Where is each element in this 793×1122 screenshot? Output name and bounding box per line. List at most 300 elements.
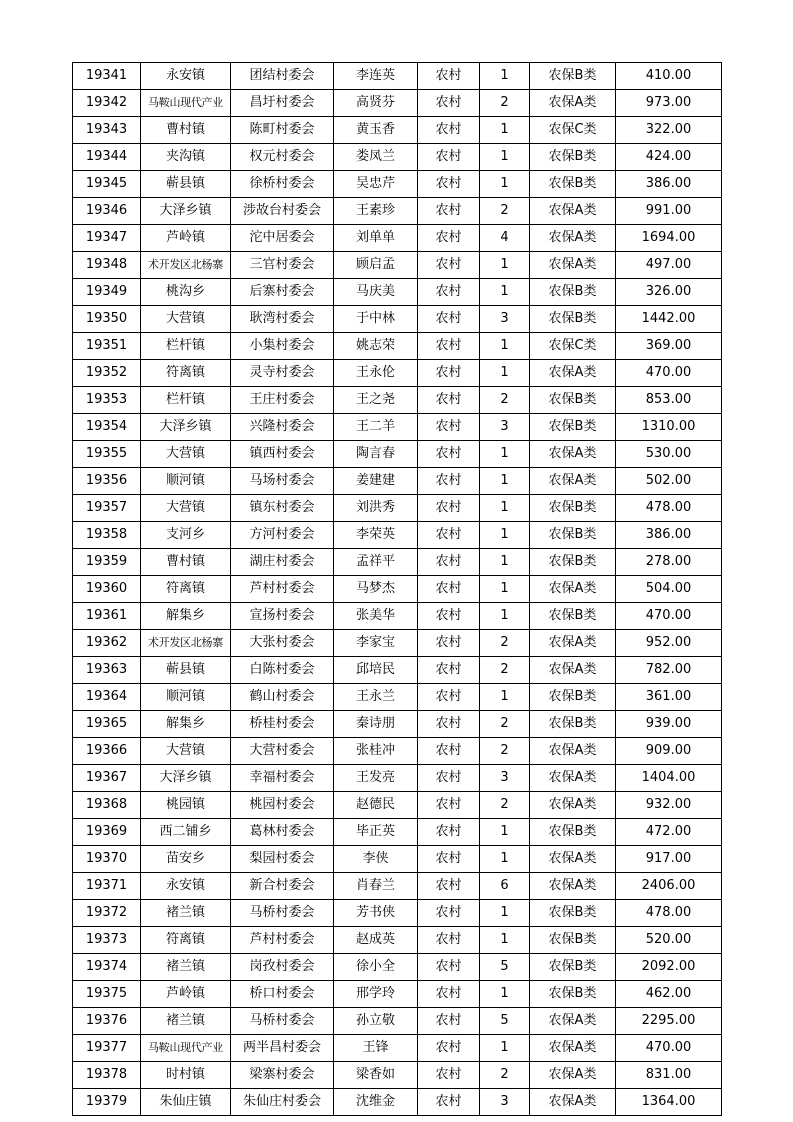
cell-township: 苗安乡 [141, 846, 231, 873]
cell-amount: 424.00 [616, 144, 722, 171]
cell-household-type: 农村 [418, 90, 480, 117]
cell-amount: 1364.00 [616, 1089, 722, 1116]
cell-serial: 19356 [73, 468, 141, 495]
cell-people-count: 3 [480, 306, 530, 333]
cell-category: 农保B类 [530, 549, 616, 576]
cell-village: 岗孜村委会 [231, 954, 334, 981]
cell-household-type: 农村 [418, 252, 480, 279]
cell-category: 农保A类 [530, 1008, 616, 1035]
cell-serial: 19362 [73, 630, 141, 657]
cell-category: 农保B类 [530, 981, 616, 1008]
cell-amount: 2295.00 [616, 1008, 722, 1035]
cell-household-type: 农村 [418, 1089, 480, 1116]
cell-amount: 497.00 [616, 252, 722, 279]
cell-village: 梁寨村委会 [231, 1062, 334, 1089]
cell-amount: 973.00 [616, 90, 722, 117]
cell-township: 大营镇 [141, 306, 231, 333]
cell-amount: 530.00 [616, 441, 722, 468]
cell-township: 时村镇 [141, 1062, 231, 1089]
cell-category: 农保A类 [530, 576, 616, 603]
cell-amount: 278.00 [616, 549, 722, 576]
cell-serial: 19373 [73, 927, 141, 954]
cell-people-count: 3 [480, 1089, 530, 1116]
cell-amount: 361.00 [616, 684, 722, 711]
cell-serial: 19368 [73, 792, 141, 819]
cell-amount: 909.00 [616, 738, 722, 765]
cell-people-count: 1 [480, 144, 530, 171]
cell-serial: 19355 [73, 441, 141, 468]
cell-category: 农保A类 [530, 846, 616, 873]
cell-village: 朱仙庄村委会 [231, 1089, 334, 1116]
table-row [73, 198, 722, 225]
table-row [73, 954, 722, 981]
cell-category: 农保B类 [530, 900, 616, 927]
cell-category: 农保B类 [530, 819, 616, 846]
table-row [73, 576, 722, 603]
cell-amount: 1694.00 [616, 225, 722, 252]
cell-township: 符离镇 [141, 576, 231, 603]
cell-category: 农保B类 [530, 684, 616, 711]
table-row [73, 441, 722, 468]
cell-category: 农保A类 [530, 360, 616, 387]
table-row [73, 603, 722, 630]
cell-amount: 386.00 [616, 171, 722, 198]
cell-township: 褚兰镇 [141, 1008, 231, 1035]
cell-people-count: 1 [480, 441, 530, 468]
cell-amount: 322.00 [616, 117, 722, 144]
cell-people-count: 1 [480, 1035, 530, 1062]
cell-people-count: 4 [480, 225, 530, 252]
cell-amount: 502.00 [616, 468, 722, 495]
cell-person: 李连英 [334, 63, 418, 90]
cell-serial: 19375 [73, 981, 141, 1008]
cell-village: 白陈村委会 [231, 657, 334, 684]
cell-person: 于中林 [334, 306, 418, 333]
cell-household-type: 农村 [418, 387, 480, 414]
cell-household-type: 农村 [418, 657, 480, 684]
table-row [73, 495, 722, 522]
cell-people-count: 5 [480, 954, 530, 981]
cell-people-count: 2 [480, 387, 530, 414]
cell-category: 农保A类 [530, 765, 616, 792]
cell-people-count: 5 [480, 1008, 530, 1035]
cell-people-count: 2 [480, 657, 530, 684]
cell-people-count: 1 [480, 117, 530, 144]
cell-village: 湖庄村委会 [231, 549, 334, 576]
cell-township: 桃沟乡 [141, 279, 231, 306]
cell-category: 农保A类 [530, 468, 616, 495]
cell-amount: 326.00 [616, 279, 722, 306]
cell-serial: 19354 [73, 414, 141, 441]
cell-people-count: 1 [480, 252, 530, 279]
cell-person: 赵德民 [334, 792, 418, 819]
cell-serial: 19350 [73, 306, 141, 333]
table-row [73, 522, 722, 549]
cell-township: 永安镇 [141, 873, 231, 900]
cell-household-type: 农村 [418, 1008, 480, 1035]
cell-category: 农保A类 [530, 90, 616, 117]
table-row [73, 144, 722, 171]
cell-people-count: 3 [480, 414, 530, 441]
cell-village: 徐桥村委会 [231, 171, 334, 198]
table-row [73, 657, 722, 684]
cell-person: 徐小全 [334, 954, 418, 981]
cell-household-type: 农村 [418, 333, 480, 360]
cell-household-type: 农村 [418, 522, 480, 549]
cell-township: 褚兰镇 [141, 954, 231, 981]
cell-amount: 939.00 [616, 711, 722, 738]
cell-serial: 19366 [73, 738, 141, 765]
cell-household-type: 农村 [418, 468, 480, 495]
cell-amount: 470.00 [616, 1035, 722, 1062]
cell-household-type: 农村 [418, 279, 480, 306]
cell-village: 大张村委会 [231, 630, 334, 657]
cell-person: 王永兰 [334, 684, 418, 711]
cell-amount: 917.00 [616, 846, 722, 873]
table-row [73, 225, 722, 252]
cell-category: 农保B类 [530, 144, 616, 171]
cell-household-type: 农村 [418, 981, 480, 1008]
table-row [73, 711, 722, 738]
cell-serial: 19347 [73, 225, 141, 252]
cell-category: 农保A类 [530, 1062, 616, 1089]
cell-people-count: 1 [480, 333, 530, 360]
cell-village: 芦村村委会 [231, 927, 334, 954]
cell-person: 娄凤兰 [334, 144, 418, 171]
cell-person: 王发亮 [334, 765, 418, 792]
cell-village: 葛林村委会 [231, 819, 334, 846]
cell-amount: 470.00 [616, 603, 722, 630]
table-row [73, 549, 722, 576]
cell-person: 王之尧 [334, 387, 418, 414]
cell-category: 农保A类 [530, 1089, 616, 1116]
cell-person: 肖春兰 [334, 873, 418, 900]
cell-township: 芦岭镇 [141, 225, 231, 252]
table-row [73, 900, 722, 927]
cell-person: 孙立敬 [334, 1008, 418, 1035]
cell-people-count: 1 [480, 900, 530, 927]
cell-category: 农保B类 [530, 954, 616, 981]
cell-category: 农保A类 [530, 630, 616, 657]
cell-household-type: 农村 [418, 954, 480, 981]
cell-household-type: 农村 [418, 1062, 480, 1089]
cell-category: 农保B类 [530, 171, 616, 198]
cell-household-type: 农村 [418, 495, 480, 522]
cell-person: 李荣英 [334, 522, 418, 549]
cell-village: 兴隆村委会 [231, 414, 334, 441]
cell-village: 沱中居委会 [231, 225, 334, 252]
table-row [73, 468, 722, 495]
cell-household-type: 农村 [418, 144, 480, 171]
cell-village: 方河村委会 [231, 522, 334, 549]
cell-people-count: 2 [480, 1062, 530, 1089]
cell-person: 王锋 [334, 1035, 418, 1062]
cell-category: 农保B类 [530, 522, 616, 549]
cell-township: 符离镇 [141, 360, 231, 387]
cell-category: 农保A类 [530, 738, 616, 765]
table-row [73, 252, 722, 279]
cell-amount: 2092.00 [616, 954, 722, 981]
cell-person: 王永伦 [334, 360, 418, 387]
cell-person: 孟祥平 [334, 549, 418, 576]
cell-township: 马鞍山现代产业 [141, 90, 231, 117]
cell-village: 桥桂村委会 [231, 711, 334, 738]
cell-serial: 19351 [73, 333, 141, 360]
cell-amount: 991.00 [616, 198, 722, 225]
table-row [73, 792, 722, 819]
cell-category: 农保B类 [530, 306, 616, 333]
cell-category: 农保B类 [530, 603, 616, 630]
cell-serial: 19360 [73, 576, 141, 603]
cell-person: 邢学玲 [334, 981, 418, 1008]
cell-village: 灵寺村委会 [231, 360, 334, 387]
cell-village: 大营村委会 [231, 738, 334, 765]
cell-household-type: 农村 [418, 549, 480, 576]
cell-category: 农保B类 [530, 711, 616, 738]
cell-people-count: 1 [480, 63, 530, 90]
cell-village: 桃园村委会 [231, 792, 334, 819]
cell-serial: 19365 [73, 711, 141, 738]
cell-person: 李侠 [334, 846, 418, 873]
cell-person: 邱培民 [334, 657, 418, 684]
cell-village: 后寨村委会 [231, 279, 334, 306]
cell-household-type: 农村 [418, 1035, 480, 1062]
cell-serial: 19378 [73, 1062, 141, 1089]
cell-amount: 472.00 [616, 819, 722, 846]
cell-people-count: 1 [480, 495, 530, 522]
cell-amount: 478.00 [616, 900, 722, 927]
cell-people-count: 2 [480, 738, 530, 765]
cell-serial: 19371 [73, 873, 141, 900]
cell-people-count: 6 [480, 873, 530, 900]
cell-township: 大营镇 [141, 441, 231, 468]
cell-township: 大泽乡镇 [141, 765, 231, 792]
table-row [73, 414, 722, 441]
cell-township: 永安镇 [141, 63, 231, 90]
cell-serial: 19361 [73, 603, 141, 630]
table-row [73, 1089, 722, 1116]
cell-village: 王庄村委会 [231, 387, 334, 414]
cell-township: 蕲县镇 [141, 657, 231, 684]
cell-category: 农保A类 [530, 225, 616, 252]
cell-people-count: 1 [480, 981, 530, 1008]
cell-category: 农保A类 [530, 1035, 616, 1062]
cell-township: 大营镇 [141, 495, 231, 522]
cell-serial: 19357 [73, 495, 141, 522]
cell-household-type: 农村 [418, 117, 480, 144]
cell-amount: 410.00 [616, 63, 722, 90]
cell-household-type: 农村 [418, 900, 480, 927]
cell-amount: 932.00 [616, 792, 722, 819]
cell-category: 农保B类 [530, 63, 616, 90]
cell-people-count: 2 [480, 792, 530, 819]
table-row [73, 630, 722, 657]
cell-household-type: 农村 [418, 225, 480, 252]
cell-person: 毕正英 [334, 819, 418, 846]
cell-serial: 19364 [73, 684, 141, 711]
table-row [73, 765, 722, 792]
table-row [73, 1062, 722, 1089]
cell-village: 马桥村委会 [231, 900, 334, 927]
cell-township: 大营镇 [141, 738, 231, 765]
cell-person: 吴忠芹 [334, 171, 418, 198]
cell-township: 术开发区北杨寨 [141, 252, 231, 279]
cell-people-count: 1 [480, 846, 530, 873]
cell-amount: 504.00 [616, 576, 722, 603]
cell-amount: 470.00 [616, 360, 722, 387]
cell-amount: 831.00 [616, 1062, 722, 1089]
cell-village: 团结村委会 [231, 63, 334, 90]
cell-person: 刘洪秀 [334, 495, 418, 522]
cell-village: 陈町村委会 [231, 117, 334, 144]
cell-amount: 782.00 [616, 657, 722, 684]
cell-category: 农保A类 [530, 792, 616, 819]
cell-person: 芳书侠 [334, 900, 418, 927]
cell-township: 曹村镇 [141, 549, 231, 576]
cell-category: 农保C类 [530, 117, 616, 144]
cell-people-count: 1 [480, 360, 530, 387]
cell-household-type: 农村 [418, 711, 480, 738]
table-row [73, 333, 722, 360]
cell-person: 黄玉香 [334, 117, 418, 144]
cell-township: 西二铺乡 [141, 819, 231, 846]
cell-village: 梨园村委会 [231, 846, 334, 873]
subsidy-roster-table [72, 62, 722, 1116]
cell-people-count: 3 [480, 765, 530, 792]
table-row [73, 1035, 722, 1062]
cell-village: 马桥村委会 [231, 1008, 334, 1035]
cell-people-count: 2 [480, 630, 530, 657]
cell-household-type: 农村 [418, 63, 480, 90]
cell-village: 桥口村委会 [231, 981, 334, 1008]
cell-category: 农保B类 [530, 927, 616, 954]
cell-township: 大泽乡镇 [141, 414, 231, 441]
cell-township: 大泽乡镇 [141, 198, 231, 225]
cell-person: 李家宝 [334, 630, 418, 657]
cell-township: 曹村镇 [141, 117, 231, 144]
table-body [73, 63, 722, 1116]
table-row [73, 387, 722, 414]
cell-township: 马鞍山现代产业 [141, 1035, 231, 1062]
cell-township: 解集乡 [141, 603, 231, 630]
cell-person: 王素珍 [334, 198, 418, 225]
cell-village: 镇西村委会 [231, 441, 334, 468]
cell-amount: 478.00 [616, 495, 722, 522]
cell-village: 两半昌村委会 [231, 1035, 334, 1062]
cell-amount: 520.00 [616, 927, 722, 954]
cell-serial: 19372 [73, 900, 141, 927]
cell-amount: 369.00 [616, 333, 722, 360]
cell-village: 小集村委会 [231, 333, 334, 360]
cell-person: 顾启孟 [334, 252, 418, 279]
cell-township: 支河乡 [141, 522, 231, 549]
cell-household-type: 农村 [418, 927, 480, 954]
cell-people-count: 1 [480, 279, 530, 306]
table-row [73, 1008, 722, 1035]
cell-serial: 19376 [73, 1008, 141, 1035]
cell-household-type: 农村 [418, 738, 480, 765]
cell-township: 夹沟镇 [141, 144, 231, 171]
cell-serial: 19344 [73, 144, 141, 171]
cell-amount: 1310.00 [616, 414, 722, 441]
cell-person: 陶言春 [334, 441, 418, 468]
cell-serial: 19343 [73, 117, 141, 144]
cell-people-count: 1 [480, 927, 530, 954]
cell-serial: 19363 [73, 657, 141, 684]
cell-category: 农保A类 [530, 441, 616, 468]
cell-household-type: 农村 [418, 684, 480, 711]
cell-household-type: 农村 [418, 441, 480, 468]
cell-township: 桃园镇 [141, 792, 231, 819]
cell-township: 术开发区北杨寨 [141, 630, 231, 657]
cell-serial: 19342 [73, 90, 141, 117]
table-row [73, 846, 722, 873]
cell-village: 幸福村委会 [231, 765, 334, 792]
cell-amount: 1442.00 [616, 306, 722, 333]
cell-village: 权元村委会 [231, 144, 334, 171]
cell-village: 三官村委会 [231, 252, 334, 279]
cell-household-type: 农村 [418, 792, 480, 819]
cell-household-type: 农村 [418, 171, 480, 198]
cell-household-type: 农村 [418, 846, 480, 873]
cell-village: 涉故台村委会 [231, 198, 334, 225]
cell-household-type: 农村 [418, 873, 480, 900]
cell-person: 马庆美 [334, 279, 418, 306]
table-row [73, 873, 722, 900]
table-row [73, 981, 722, 1008]
cell-serial: 19374 [73, 954, 141, 981]
cell-township: 顺河镇 [141, 468, 231, 495]
cell-township: 褚兰镇 [141, 900, 231, 927]
cell-amount: 386.00 [616, 522, 722, 549]
table-row [73, 117, 722, 144]
cell-category: 农保C类 [530, 333, 616, 360]
cell-category: 农保B类 [530, 414, 616, 441]
cell-amount: 462.00 [616, 981, 722, 1008]
cell-people-count: 1 [480, 171, 530, 198]
cell-people-count: 2 [480, 711, 530, 738]
cell-township: 芦岭镇 [141, 981, 231, 1008]
cell-household-type: 农村 [418, 819, 480, 846]
cell-township: 朱仙庄镇 [141, 1089, 231, 1116]
cell-category: 农保B类 [530, 279, 616, 306]
cell-household-type: 农村 [418, 360, 480, 387]
cell-person: 王二羊 [334, 414, 418, 441]
table-row [73, 90, 722, 117]
cell-household-type: 农村 [418, 198, 480, 225]
table-row [73, 279, 722, 306]
table-row [73, 63, 722, 90]
cell-serial: 19349 [73, 279, 141, 306]
cell-village: 芦村村委会 [231, 576, 334, 603]
table-row [73, 360, 722, 387]
cell-serial: 19345 [73, 171, 141, 198]
cell-people-count: 2 [480, 90, 530, 117]
cell-person: 高贤芬 [334, 90, 418, 117]
cell-person: 赵成英 [334, 927, 418, 954]
cell-amount: 2406.00 [616, 873, 722, 900]
cell-people-count: 1 [480, 468, 530, 495]
cell-township: 符离镇 [141, 927, 231, 954]
table-row [73, 171, 722, 198]
cell-category: 农保A类 [530, 198, 616, 225]
cell-village: 宣扬村委会 [231, 603, 334, 630]
cell-serial: 19379 [73, 1089, 141, 1116]
cell-category: 农保A类 [530, 873, 616, 900]
cell-person: 梁香如 [334, 1062, 418, 1089]
cell-serial: 19370 [73, 846, 141, 873]
cell-people-count: 1 [480, 819, 530, 846]
